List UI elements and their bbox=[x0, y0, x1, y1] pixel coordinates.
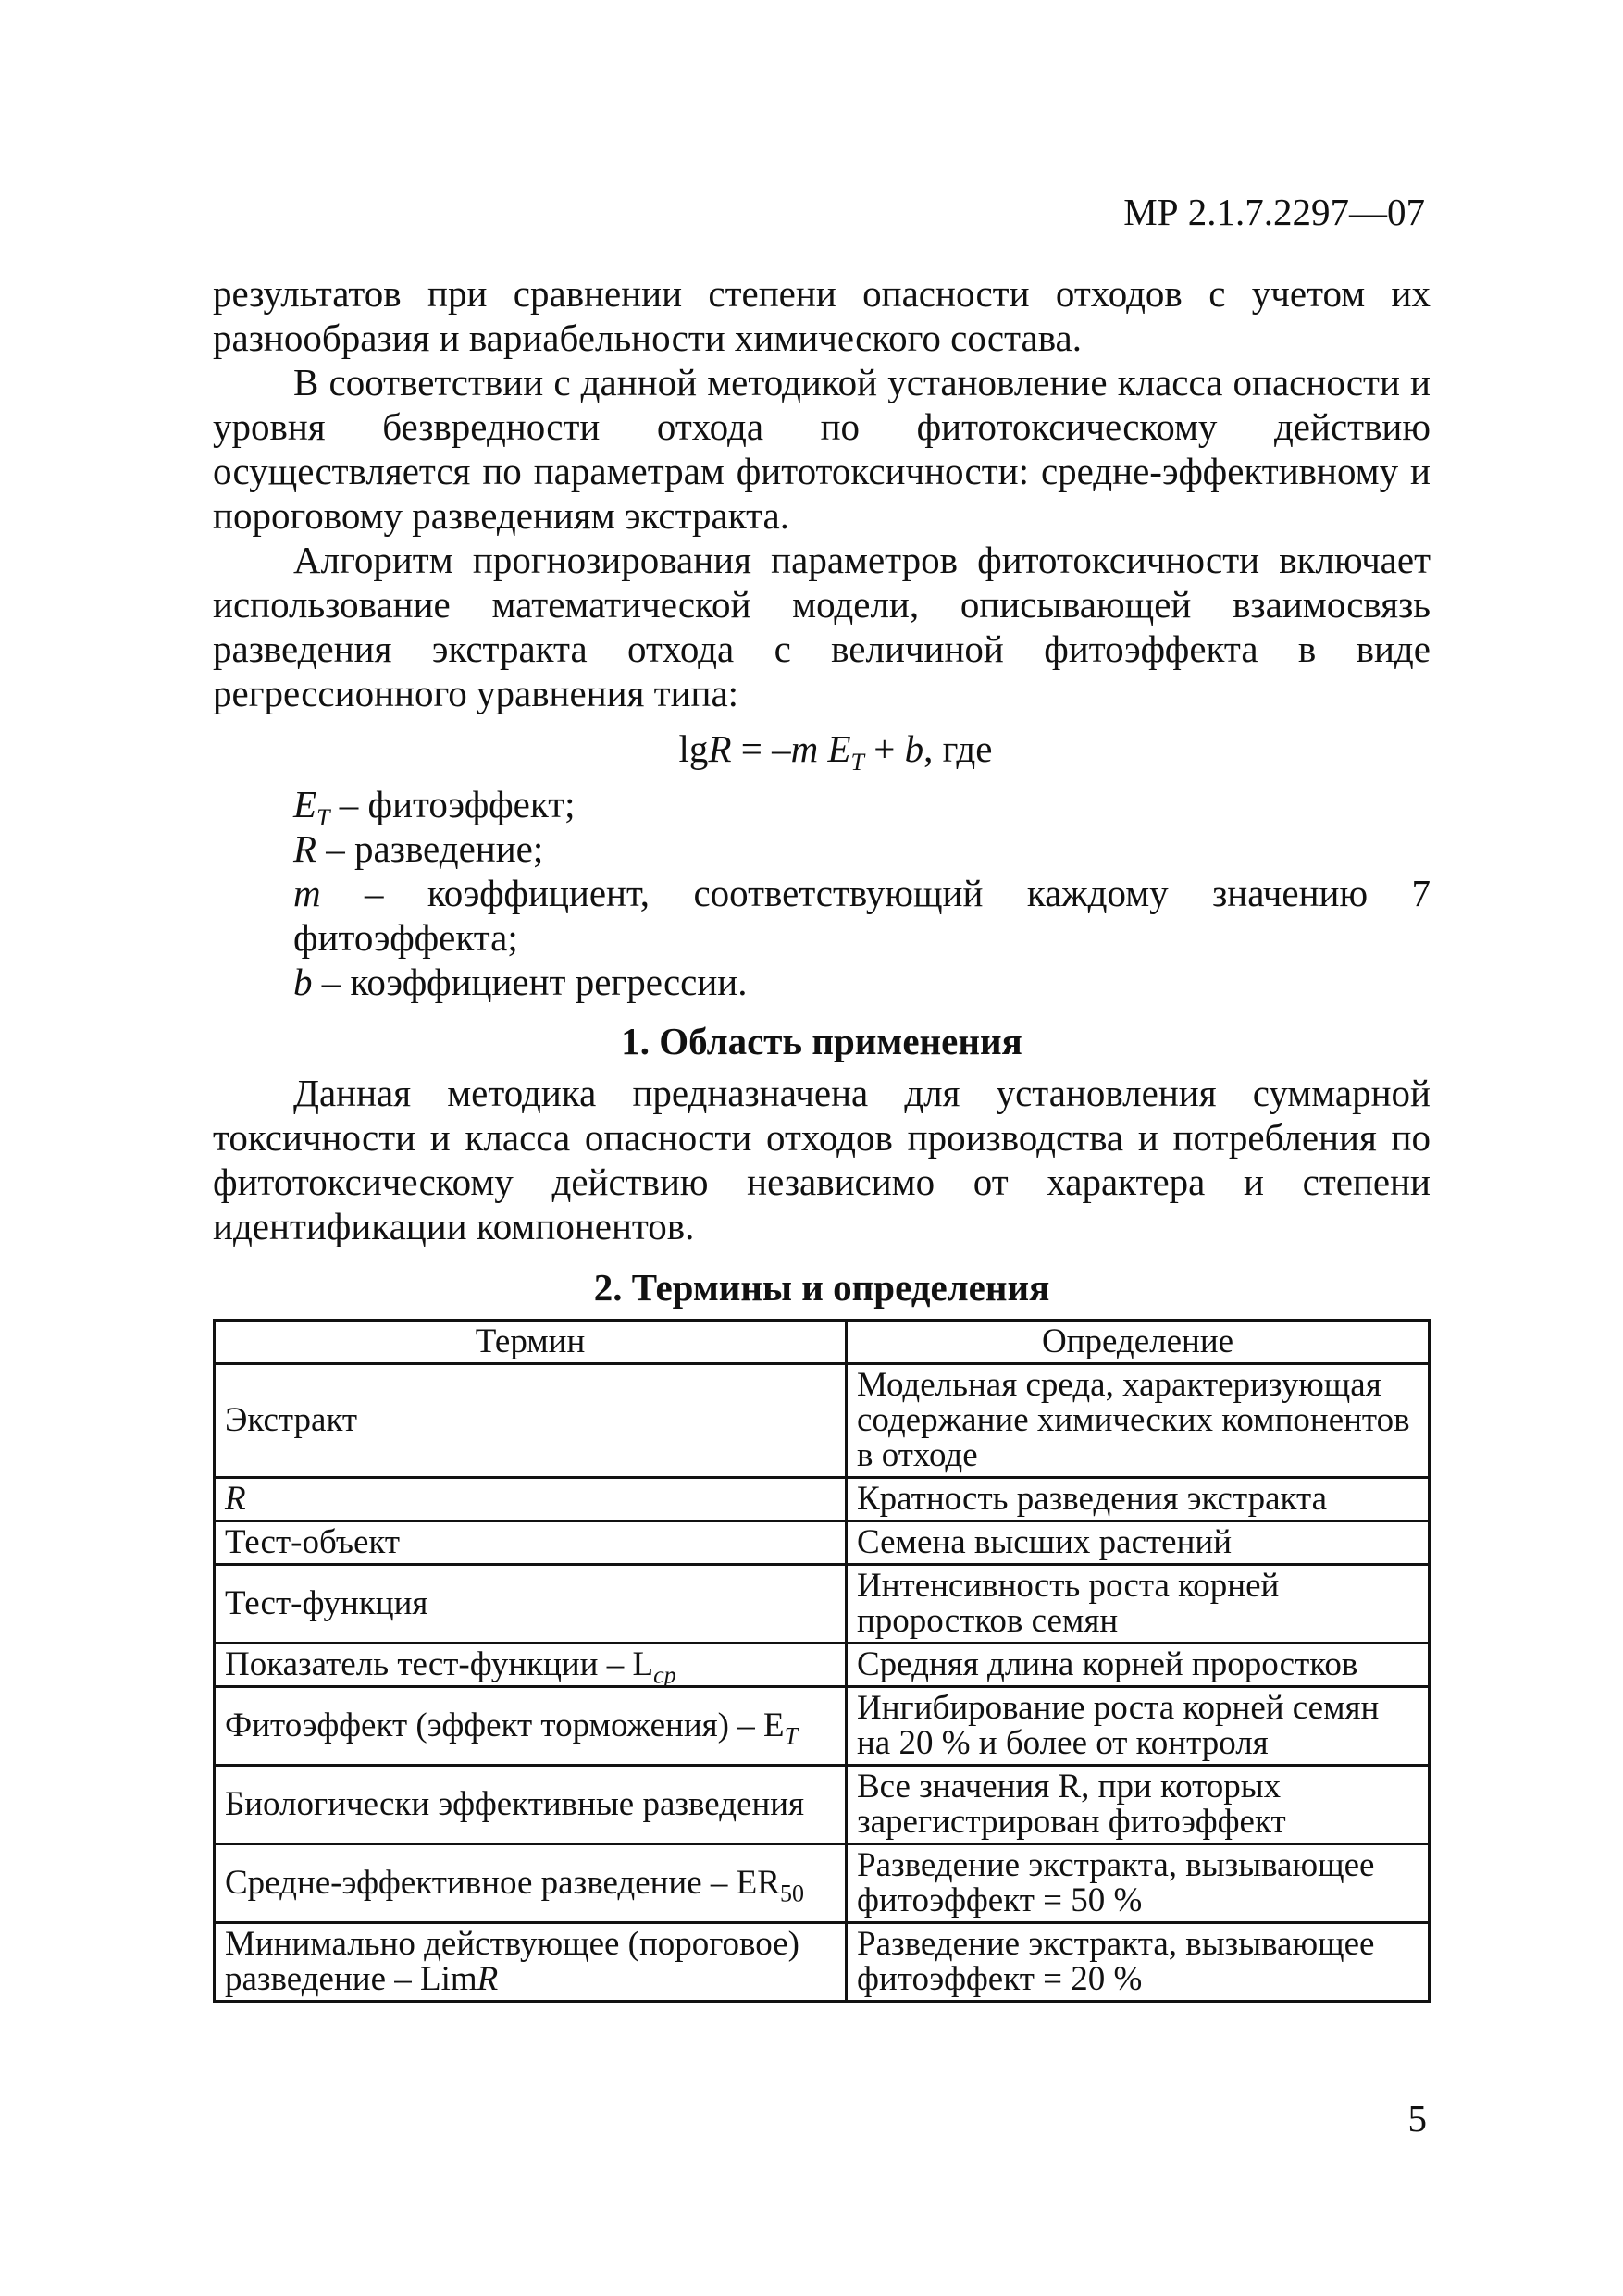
term-text: R bbox=[225, 1480, 246, 1518]
term-cell bbox=[215, 1923, 847, 2002]
definition-cell: Разведение экстракта, вызывающее фитоэффект = 20 % bbox=[847, 1923, 1430, 2002]
terms-table bbox=[213, 1319, 1431, 2003]
table-row bbox=[215, 1923, 1430, 2002]
terms-table-body bbox=[215, 1364, 1430, 2002]
page-number: 5 bbox=[1407, 2097, 1427, 2140]
definition-cell: Средняя длина корней проростков bbox=[847, 1644, 1430, 1687]
term-cell bbox=[215, 1687, 847, 1766]
intro-paragraph-2: В соответствии с данной методикой установление класса опасности и уровня безвредности отхода по фитотоксическому действию осуществляется по параметрам фитотоксичности: средне-эффективному и пороговому разведениям экстракта. bbox=[213, 361, 1431, 537]
regression-formula bbox=[213, 726, 1431, 776]
definition-cell: Интенсивность роста корней проростков семян bbox=[847, 1565, 1430, 1644]
table-row bbox=[215, 1766, 1430, 1844]
term-subscript: T bbox=[784, 1722, 799, 1750]
formula-lg: lg bbox=[678, 727, 709, 770]
term-text: Показатель тест-функции – L bbox=[225, 1645, 654, 1683]
formula-m: m bbox=[790, 727, 819, 770]
table-header-row bbox=[215, 1321, 1430, 1364]
section-2-title: 2. Термины и определения bbox=[593, 1266, 1050, 1309]
formula-r: R bbox=[708, 727, 732, 770]
table-row bbox=[215, 1478, 1430, 1521]
intro-paragraph-3: Алгоритм прогнозирования параметров фитотоксичности включает использование математической модели, описывающей взаимосвязь разведения экстракта отхода с величиной фитоэффекта в виде регрессионного уравнения типа: bbox=[213, 539, 1431, 714]
variable-text: – разведение; bbox=[316, 827, 544, 870]
variable-symbol: m bbox=[293, 872, 321, 914]
variable-text: – коэффициент, соответствующий каждому значению 7 фитоэффекта; bbox=[293, 872, 1431, 959]
variable-symbol: R bbox=[293, 827, 317, 870]
table-row bbox=[215, 1565, 1430, 1644]
main-content bbox=[213, 271, 1431, 2003]
formula-b: b bbox=[904, 727, 924, 770]
term-cell bbox=[215, 1844, 847, 1923]
definition-cell: Семена высших растений bbox=[847, 1521, 1430, 1565]
table-row bbox=[215, 1644, 1430, 1687]
section-1-text: Данная методика предназначена для установления суммарной токсичности и класса опасности отходов производства и потребления по фитотоксическому действию независимо от характера и степени идентификации компонентов. bbox=[213, 1072, 1431, 1247]
term-cell bbox=[215, 1565, 847, 1644]
table-row bbox=[215, 1521, 1430, 1565]
table-row bbox=[215, 1364, 1430, 1478]
definition-cell: Ингибирование роста корней семян на 20 % и более от контроля bbox=[847, 1687, 1430, 1766]
variable-r bbox=[293, 826, 1431, 871]
variable-symbol: b bbox=[293, 961, 313, 1003]
table-row bbox=[215, 1687, 1430, 1766]
term-cell bbox=[215, 1644, 847, 1687]
term-text: Тест-объект bbox=[225, 1523, 401, 1561]
variable-list bbox=[213, 782, 1431, 1004]
variable-et bbox=[293, 782, 1431, 832]
document-code: МР 2.1.7.2297—07 bbox=[1123, 191, 1425, 233]
term-text: Биологически эффективные разведения bbox=[225, 1785, 805, 1823]
definition-cell: Разведение экстракта, вызывающее фитоэффект = 50 % bbox=[847, 1844, 1430, 1923]
formula-eq: = – bbox=[731, 727, 791, 770]
term-subscript: 50 bbox=[779, 1880, 804, 1907]
term-cell bbox=[215, 1521, 847, 1565]
table-header-term: Термин bbox=[215, 1321, 847, 1364]
term-tail: R bbox=[477, 1960, 499, 1998]
table-header-definition: Определение bbox=[847, 1321, 1430, 1364]
term-text: Средне-эффективное разведение – ER bbox=[225, 1864, 780, 1902]
term-text: Минимально действующее (пороговое) разведение – Lim bbox=[225, 1925, 799, 1998]
variable-text: – коэффициент регрессии. bbox=[312, 961, 748, 1003]
term-text: Тест-функция bbox=[225, 1584, 428, 1622]
intro-paragraph-1: результатов при сравнении степени опасности отходов с учетом их разнообразия и вариабельности химического состава. bbox=[213, 272, 1431, 359]
section-1-title: 1. Область применения bbox=[621, 1020, 1022, 1062]
variable-sub: T bbox=[316, 804, 330, 832]
term-text: Фитоэффект (эффект торможения) – E bbox=[225, 1706, 785, 1744]
term-cell bbox=[215, 1478, 847, 1521]
term-text: Экстракт bbox=[225, 1401, 358, 1439]
variable-b bbox=[293, 960, 1431, 1004]
definition-cell: Модельная среда, характеризующая содержание химических компонентов в отходе bbox=[847, 1364, 1430, 1478]
formula-t: T bbox=[850, 749, 864, 776]
variable-m bbox=[293, 871, 1431, 960]
term-subscript: ср bbox=[653, 1661, 676, 1689]
formula-plus: + bbox=[863, 727, 905, 770]
definition-cell: Кратность разведения экстракта bbox=[847, 1478, 1430, 1521]
variable-symbol: E bbox=[293, 783, 317, 825]
formula-tail: , где bbox=[923, 727, 993, 770]
variable-text: – фитоэффект; bbox=[329, 783, 576, 825]
term-cell bbox=[215, 1364, 847, 1478]
term-cell bbox=[215, 1766, 847, 1844]
definition-cell: Все значения R, при которых зарегистрирован фитоэффект bbox=[847, 1766, 1430, 1844]
table-row bbox=[215, 1844, 1430, 1923]
formula-e: E bbox=[818, 727, 851, 770]
